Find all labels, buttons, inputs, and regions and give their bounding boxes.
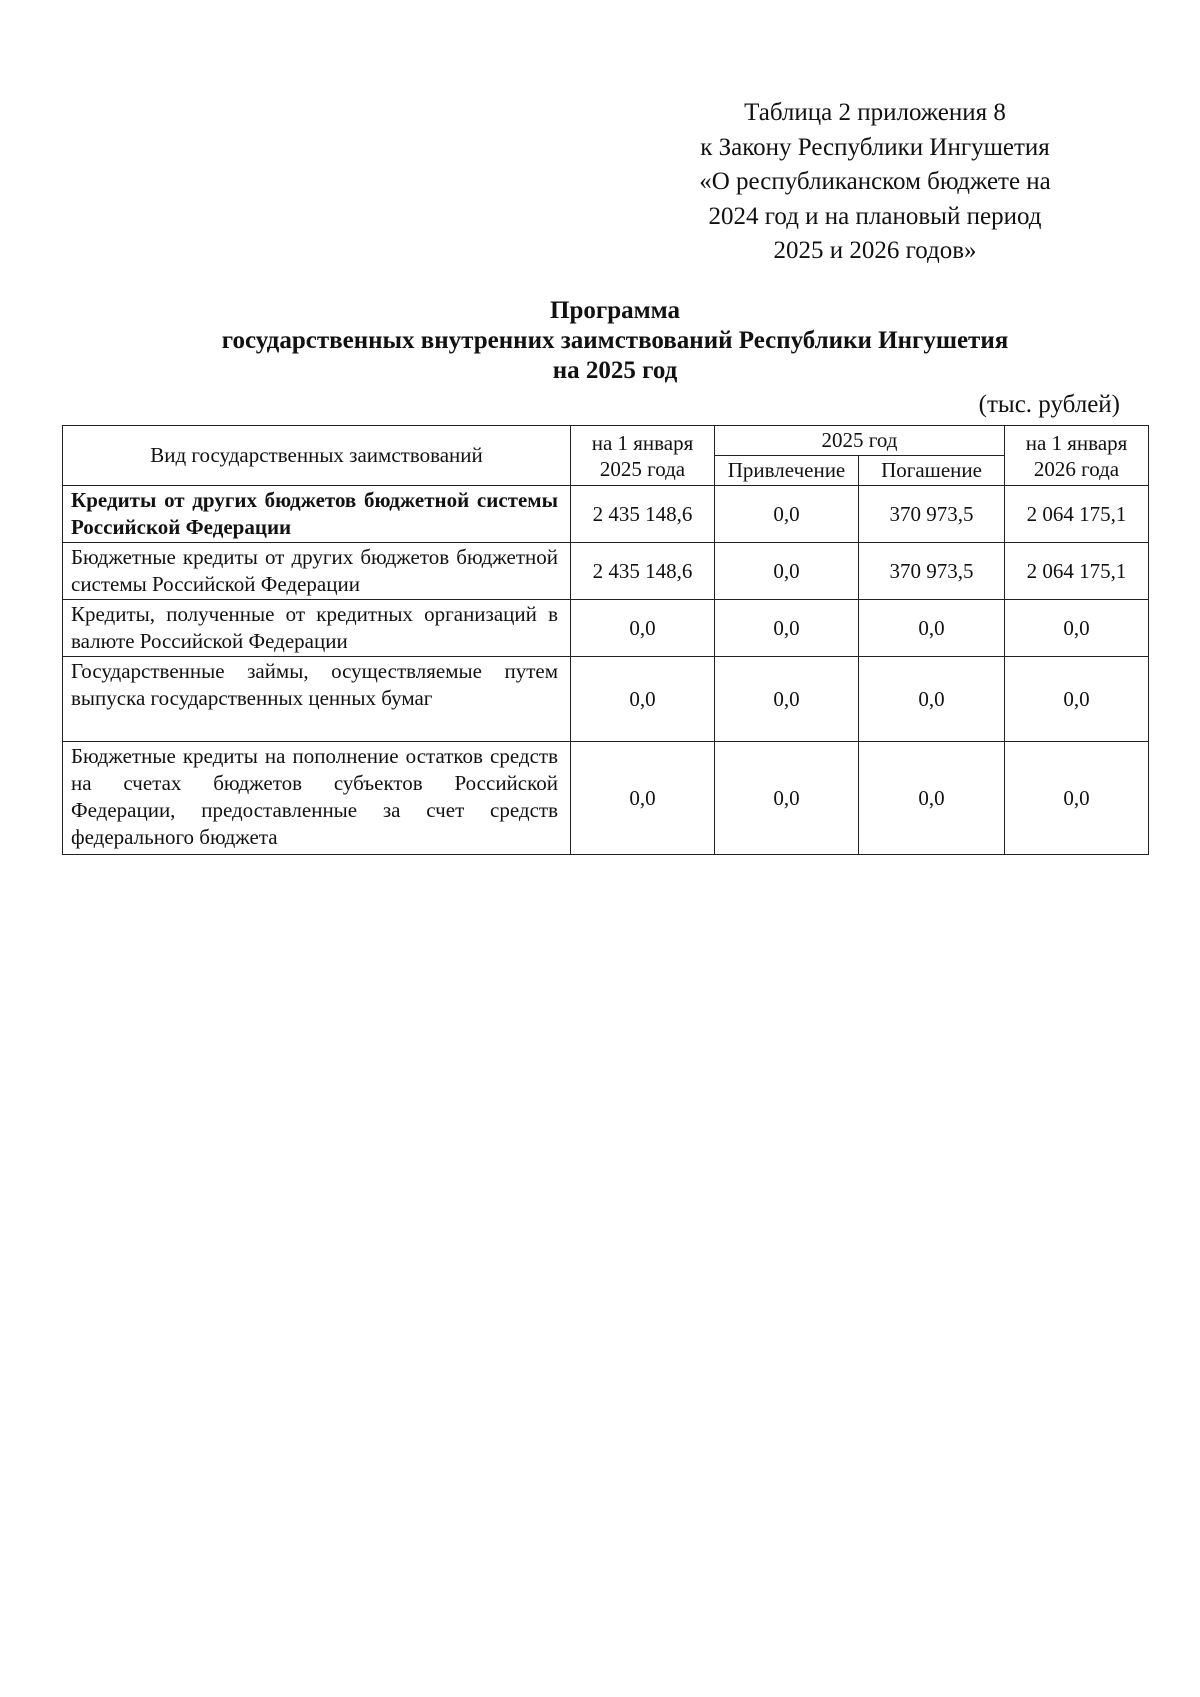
- cell-repayment: 0,0: [859, 742, 1005, 855]
- row-name: Бюджетные кредиты от других бюджетов бюджетной системы Российской Федерации: [63, 543, 571, 600]
- header-jan2025: на 1 января 2025 года: [571, 426, 715, 486]
- cell-repayment: 370 973,5: [859, 486, 1005, 543]
- appendix-line: Таблица 2 приложения 8: [744, 99, 1006, 126]
- cell-attraction: 0,0: [715, 543, 859, 600]
- borrowing-table: [62, 425, 1149, 855]
- table-row: [63, 600, 1149, 657]
- row-name: Кредиты от других бюджетов бюджетной системы Российской Федерации: [63, 486, 571, 543]
- cell-jan2026: 0,0: [1005, 742, 1149, 855]
- cell-jan2026: 2 064 175,1: [1005, 543, 1149, 600]
- header-attraction: Привлечение: [715, 456, 859, 486]
- appendix-line: «О республиканском бюджете на: [699, 168, 1051, 195]
- cell-jan2025: 0,0: [571, 742, 715, 855]
- cell-jan2025: 2 435 148,6: [571, 486, 715, 543]
- appendix-note: [660, 96, 1090, 269]
- cell-attraction: 0,0: [715, 657, 859, 742]
- row-name: Бюджетные кредиты на пополнение остатков средств на счетах бюджетов субъектов Российской Федерации, предоставленные за счет средств федерального бюджета: [63, 742, 571, 855]
- cell-jan2026: 0,0: [1005, 600, 1149, 657]
- table-row: [63, 486, 1149, 543]
- title-line: государственных внутренних заимствований Республики Ингушетия: [221, 327, 1009, 354]
- cell-repayment: 0,0: [859, 657, 1005, 742]
- cell-repayment: 0,0: [859, 600, 1005, 657]
- row-name: Государственные займы, осуществляемые путем выпуска государственных ценных бумаг: [63, 657, 571, 742]
- cell-attraction: 0,0: [715, 742, 859, 855]
- cell-jan2025: 0,0: [571, 600, 715, 657]
- table-row: [63, 742, 1149, 855]
- title-line: на 2025 год: [552, 357, 678, 384]
- row-name: Кредиты, полученные от кредитных организаций в валюте Российской Федерации: [63, 600, 571, 657]
- appendix-line: 2024 год и на плановый период: [708, 202, 1042, 230]
- table-row: [63, 543, 1149, 600]
- document-title: [120, 296, 1110, 386]
- cell-jan2026: 0,0: [1005, 657, 1149, 742]
- units-label: (тыс. рублей): [978, 391, 1120, 418]
- cell-attraction: 0,0: [715, 486, 859, 543]
- header-jan2026: на 1 января 2026 года: [1005, 426, 1149, 486]
- table-row: [63, 657, 1149, 742]
- cell-attraction: 0,0: [715, 600, 859, 657]
- appendix-line: к Закону Республики Ингушетия: [700, 133, 1050, 161]
- header-repayment: Погашение: [859, 456, 1005, 486]
- title-line: Программа: [550, 297, 680, 324]
- header-type: Вид государственных заимствований: [63, 426, 571, 486]
- cell-jan2025: 0,0: [571, 657, 715, 742]
- header-year2025: 2025 год: [715, 426, 1005, 456]
- cell-jan2026: 2 064 175,1: [1005, 486, 1149, 543]
- cell-repayment: 370 973,5: [859, 543, 1005, 600]
- cell-jan2025: 2 435 148,6: [571, 543, 715, 600]
- appendix-line: 2025 и 2026 годов»: [773, 237, 977, 264]
